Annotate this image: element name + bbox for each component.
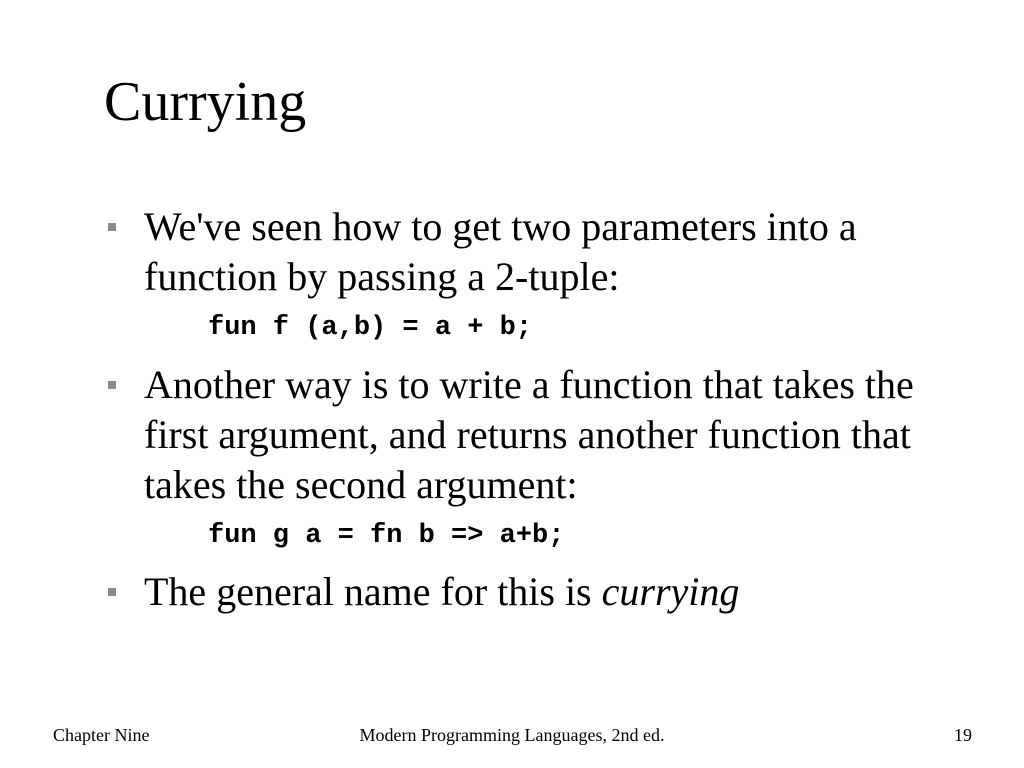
bullet-item-2	[144, 360, 984, 510]
footer-book-title: Modern Programming Languages, 2nd ed.	[359, 725, 665, 745]
footer-page-number: 19	[954, 725, 972, 745]
square-bullet-icon	[108, 381, 116, 389]
square-bullet-icon	[108, 588, 116, 596]
bullet-item-3	[144, 567, 984, 617]
bullet-text: We've seen how to get two parameters into a function by passing a 2-tuple:	[144, 204, 857, 299]
code-line-1: fun f (a,b) = a + b;	[208, 313, 533, 343]
emphasized-term: currying	[601, 569, 740, 614]
bullet-item-1	[144, 202, 984, 302]
footer-chapter: Chapter Nine	[53, 725, 150, 745]
square-bullet-icon	[108, 223, 116, 231]
slide-title: Currying	[104, 71, 307, 133]
bullet-text: The general name for this is	[144, 569, 602, 614]
bullet-text: Another way is to write a function that takes the first argument, and returns another function that takes the second argument:	[144, 362, 914, 507]
code-line-2: fun g a = fn b => a+b;	[208, 521, 565, 551]
